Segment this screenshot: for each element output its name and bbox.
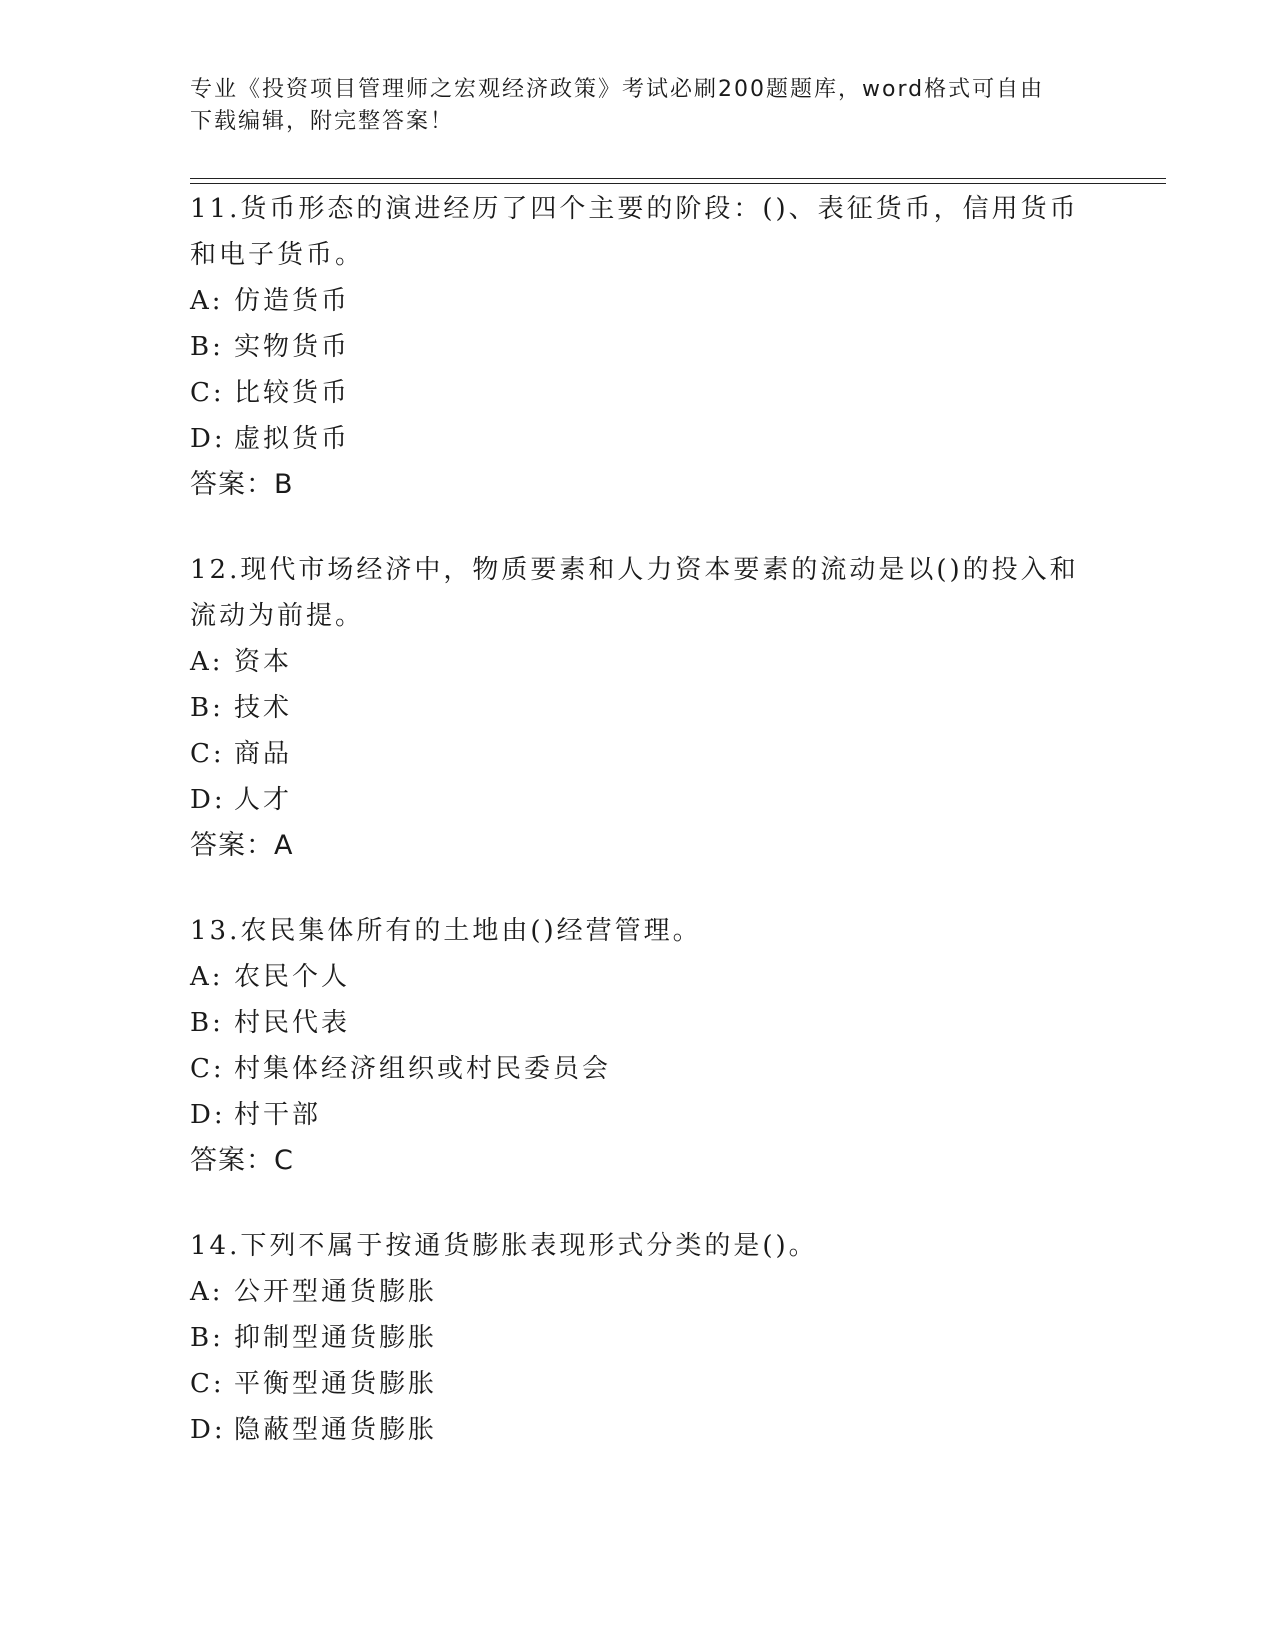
option-key: B: <box>190 1008 224 1038</box>
option-c <box>190 1361 1090 1407</box>
option-key: A: <box>190 286 224 316</box>
option-text: 商品 <box>234 739 293 769</box>
answer-line: 答案：A <box>190 830 294 861</box>
option-text: 抑制型通货膨胀 <box>234 1323 438 1353</box>
option-text: 农民个人 <box>234 962 351 992</box>
question-title-line-1: 12.现代市场经济中，物质要素和人力资本要素的流动是以()的投入和 <box>190 555 1079 585</box>
question-title-line-2: 和电子货币。 <box>190 240 365 270</box>
option-a <box>190 954 1090 1000</box>
option-text: 村干部 <box>234 1100 322 1130</box>
answer-line: 答案：B <box>190 469 294 500</box>
option-key: D: <box>190 1415 226 1445</box>
question-title-line-1: 13.农民集体所有的土地由()经营管理。 <box>190 916 702 946</box>
question-13 <box>190 908 1090 1184</box>
option-text: 村集体经济组织或村民委员会 <box>234 1054 612 1084</box>
option-text: 比较货币 <box>234 378 351 408</box>
option-key: D: <box>190 424 226 454</box>
option-text: 实物货币 <box>234 332 351 362</box>
option-c <box>190 731 1090 777</box>
option-key: C: <box>190 739 225 769</box>
option-a <box>190 1269 1090 1315</box>
option-text: 平衡型通货膨胀 <box>234 1369 438 1399</box>
option-text: 人才 <box>234 785 293 815</box>
option-key: B: <box>190 1323 224 1353</box>
question-title-line-1: 14.下列不属于按通货膨胀表现形式分类的是()。 <box>190 1231 818 1261</box>
option-c <box>190 1046 1090 1092</box>
option-key: B: <box>190 693 224 723</box>
option-text: 隐蔽型通货膨胀 <box>234 1415 438 1445</box>
answer-line: 答案：C <box>190 1145 294 1176</box>
option-a <box>190 639 1090 685</box>
header-line-1: 专业《投资项目管理师之宏观经济政策》考试必刷200题题库，word格式可自由 <box>190 77 1045 102</box>
option-key: C: <box>190 1054 225 1084</box>
option-key: A: <box>190 647 224 677</box>
question-title-line-2: 流动为前提。 <box>190 601 365 631</box>
option-b <box>190 1315 1090 1361</box>
option-key: C: <box>190 1369 225 1399</box>
question-11 <box>190 186 1090 508</box>
question-12 <box>190 547 1090 869</box>
option-text: 技术 <box>234 693 293 723</box>
question-title-line-1: 11.货币形态的演进经历了四个主要的阶段：()、表征货币，信用货币 <box>190 194 1079 224</box>
option-text: 仿造货币 <box>234 286 351 316</box>
option-c <box>190 370 1090 416</box>
option-key: C: <box>190 378 225 408</box>
option-a <box>190 278 1090 324</box>
option-key: B: <box>190 332 224 362</box>
option-key: D: <box>190 785 226 815</box>
option-text: 虚拟货币 <box>234 424 351 454</box>
option-d <box>190 416 1090 462</box>
option-b <box>190 1000 1090 1046</box>
option-d <box>190 1092 1090 1138</box>
option-text: 村民代表 <box>234 1008 351 1038</box>
document-header <box>190 74 1090 138</box>
question-14 <box>190 1223 1090 1453</box>
header-divider-top <box>190 178 1166 179</box>
option-key: D: <box>190 1100 226 1130</box>
option-text: 公开型通货膨胀 <box>234 1277 438 1307</box>
header-line-2: 下载编辑，附完整答案！ <box>190 109 455 134</box>
option-d <box>190 1407 1090 1453</box>
option-d <box>190 777 1090 823</box>
option-b <box>190 324 1090 370</box>
option-text: 资本 <box>234 647 293 677</box>
option-key: A: <box>190 1277 224 1307</box>
option-key: A: <box>190 962 224 992</box>
option-b <box>190 685 1090 731</box>
header-divider-bottom <box>190 183 1166 184</box>
